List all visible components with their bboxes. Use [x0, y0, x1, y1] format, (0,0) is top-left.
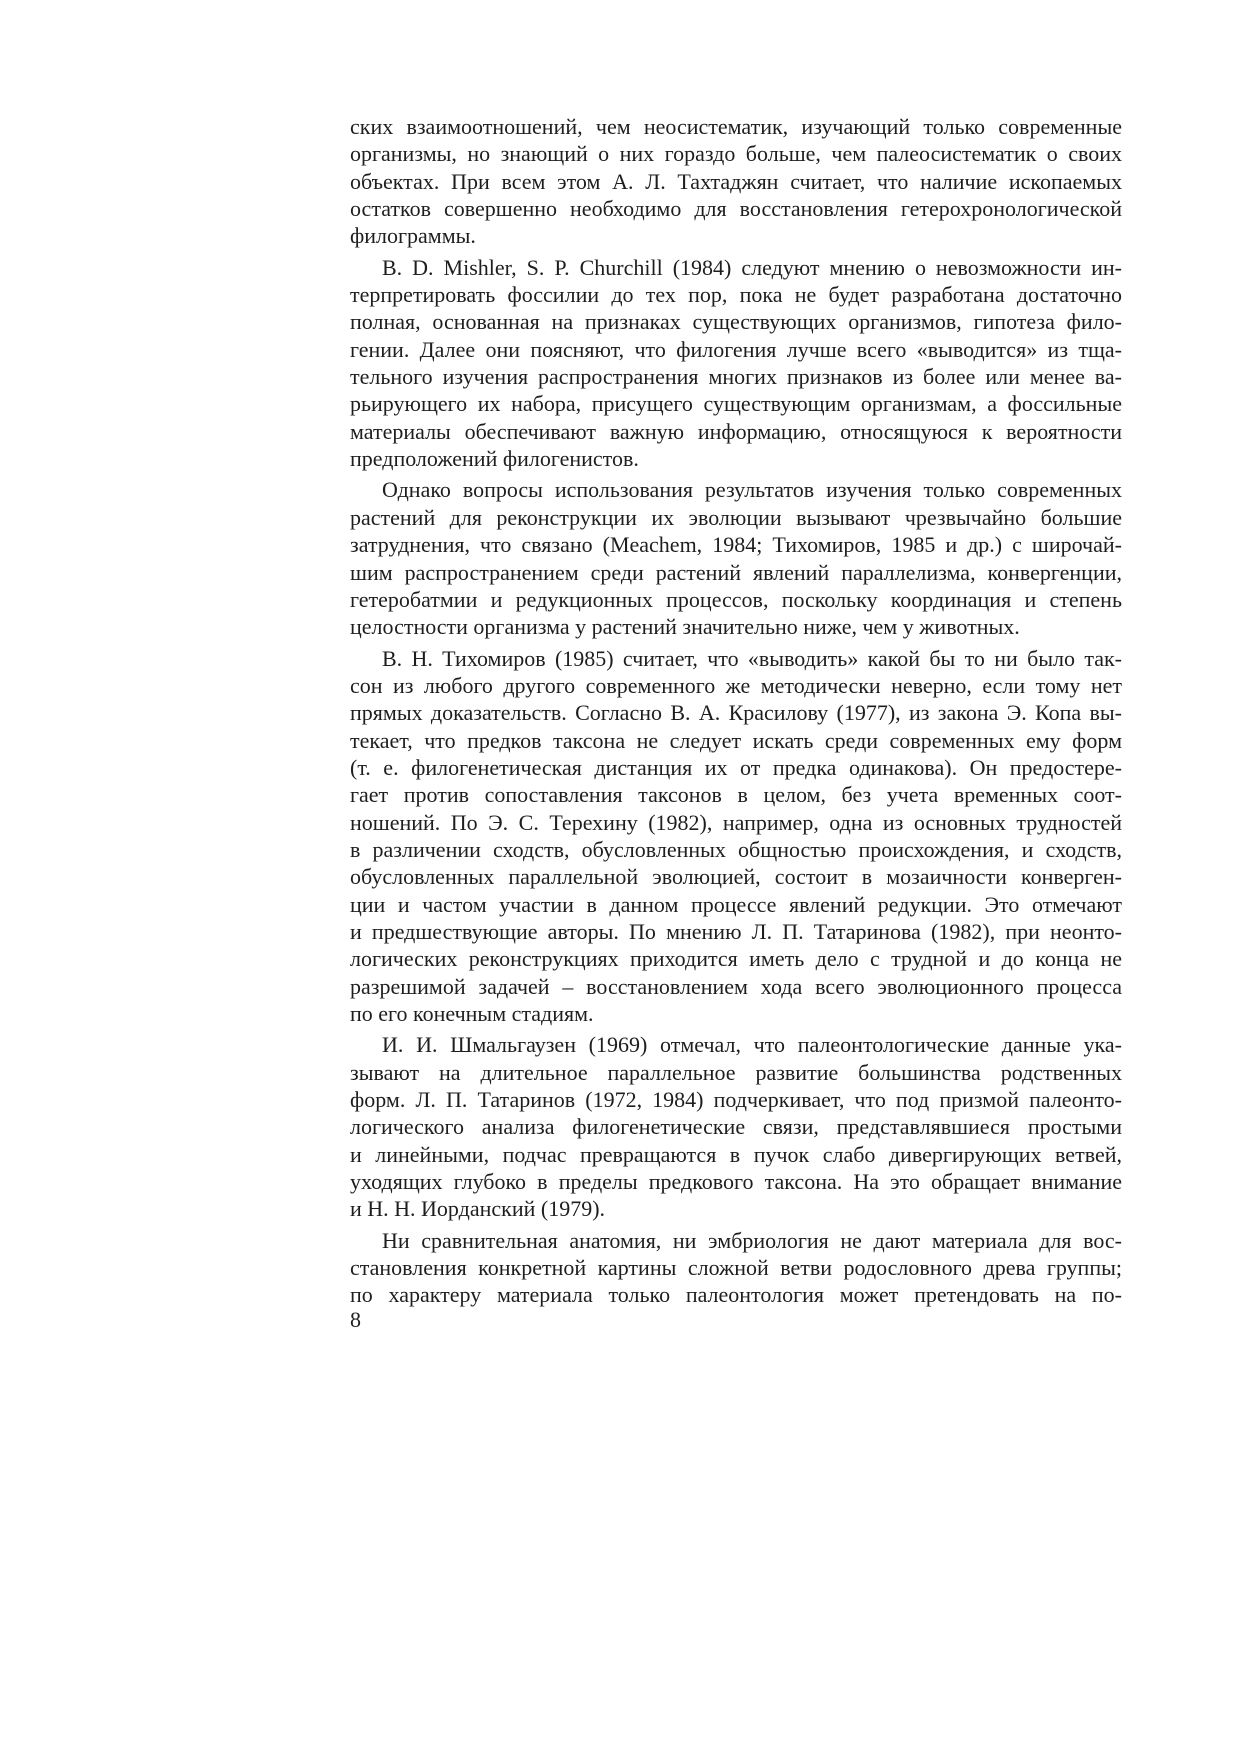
text-line: ских взаимоотношений, чем неосистематик, изучающий только современные [350, 114, 1122, 139]
text-line: филограммы. [350, 223, 476, 249]
text-line: В. Н. Тихомиров (1985) считает, что «выводить» какой бы то ни было так- [382, 645, 1122, 671]
text-line: гетеробатмии и редукционных процессов, поскольку координация и степень [350, 586, 1122, 612]
text-line: (т. е. филогенетическая дистанция их от предка одинакова). Он предостере- [350, 754, 1122, 780]
paragraph [350, 645, 1122, 1028]
paragraph [350, 1031, 1122, 1222]
text-line: Однако вопросы использования результатов изучения только современных [382, 477, 1122, 503]
text-line: растений для реконструкции их эволюции вызывают чрезвычайно большие [350, 504, 1122, 530]
text-line: материалы обеспечивают важную информацию, относящуюся к вероятности [350, 418, 1122, 444]
text-line: ношений. По Э. С. Терехину (1982), например, одна из основных трудностей [350, 809, 1122, 835]
paragraph [350, 113, 1122, 250]
text-line: и предшествующие авторы. По мнению Л. П. Татаринова (1982), при неонто- [350, 918, 1122, 944]
text-line: становления конкретной картины сложной ветви родословного древа группы; [350, 1255, 1122, 1281]
page-number: 8 [350, 1307, 361, 1332]
text-line: B. D. Mishler, S. P. Churchill (1984) следуют мнению о невозможности ин- [382, 254, 1122, 280]
text-line: полная, основанная на признаках существующих организмов, гипотеза фило- [350, 309, 1122, 335]
text-line: логических реконструкциях приходится иметь дело с трудной и до конца не [350, 946, 1122, 972]
text-line: форм. Л. П. Татаринов (1972, 1984) подчеркивает, что под призмой палеонто- [350, 1087, 1122, 1113]
text-line: остатков совершенно необходимо для восстановления гетерохронологической [350, 196, 1122, 222]
text-line: Ни сравнительная анатомия, ни эмбриология не дают материала для вос- [382, 1227, 1122, 1253]
text-line: тельного изучения распространения многих признаков из более или менее ва- [350, 364, 1122, 390]
text-line: обусловленных параллельной эволюцией, состоит в мозаичности конверген- [350, 864, 1122, 890]
text-line: целостности организма у растений значительно ниже, чем у животных. [350, 614, 1020, 640]
text-line: разрешимой задачей – восстановлением хода всего эволюционного процесса [350, 973, 1122, 999]
text-line: гении. Далее они поясняют, что филогения лучше всего «выводится» из тща- [350, 336, 1122, 362]
text-line: сон из любого другого современного же методически неверно, если тому нет [350, 672, 1122, 698]
text-line: прямых доказательств. Согласно В. А. Красилову (1977), из закона Э. Копа вы- [350, 700, 1122, 726]
text-line: организмы, но знающий о них гораздо больше, чем палеосистематик о своих [350, 141, 1122, 167]
text-line: шим распространением среди растений явлений параллелизма, конвергенции, [350, 559, 1122, 585]
text-line: и Н. Н. Иорданский (1979). [350, 1196, 606, 1222]
text-line: логического анализа филогенетические связи, представлявшиеся простыми [350, 1114, 1122, 1140]
paragraph [350, 254, 1122, 473]
body-text [350, 113, 1122, 1313]
text-line: объектах. При всем этом А. Л. Тахтаджян считает, что наличие ископаемых [350, 168, 1122, 194]
paragraph [350, 1227, 1122, 1309]
text-line: терпретировать фоссилии до тех пор, пока не будет разработана достаточно [350, 282, 1122, 308]
text-line: по его конечным стадиям. [350, 1001, 594, 1026]
text-line: гает против сопоставления таксонов в целом, без учета временных соот- [350, 782, 1122, 808]
text-line: текает, что предков таксона не следует искать среди современных ему форм [350, 727, 1122, 753]
text-line: затруднения, что связано (Meachem, 1984; Тихомиров, 1985 и др.) с широчай- [350, 532, 1122, 558]
paragraph [350, 476, 1122, 640]
text-line: по характеру материала только палеонтология может претендовать на по- [350, 1282, 1122, 1308]
text-line: в различении сходств, обусловленных общностью происхождения, и сходств, [350, 836, 1122, 862]
text-line: ции и частом участии в данном процессе явлений редукции. Это отмечают [350, 891, 1122, 917]
text-line: уходящих глубоко в пределы предкового таксона. На это обращает внимание [350, 1169, 1122, 1195]
text-line: И. И. Шмальгаузен (1969) отмечал, что палеонтологические данные ука- [382, 1032, 1122, 1058]
text-line: и линейными, подчас превращаются в пучок слабо дивергирующих ветвей, [350, 1141, 1122, 1167]
text-line: рьирующего их набора, присущего существующим организмам, а фоссильные [350, 391, 1122, 417]
text-line: предположений филогенистов. [350, 446, 639, 472]
text-line: зывают на длительное параллельное развитие большинства родственных [350, 1059, 1122, 1085]
